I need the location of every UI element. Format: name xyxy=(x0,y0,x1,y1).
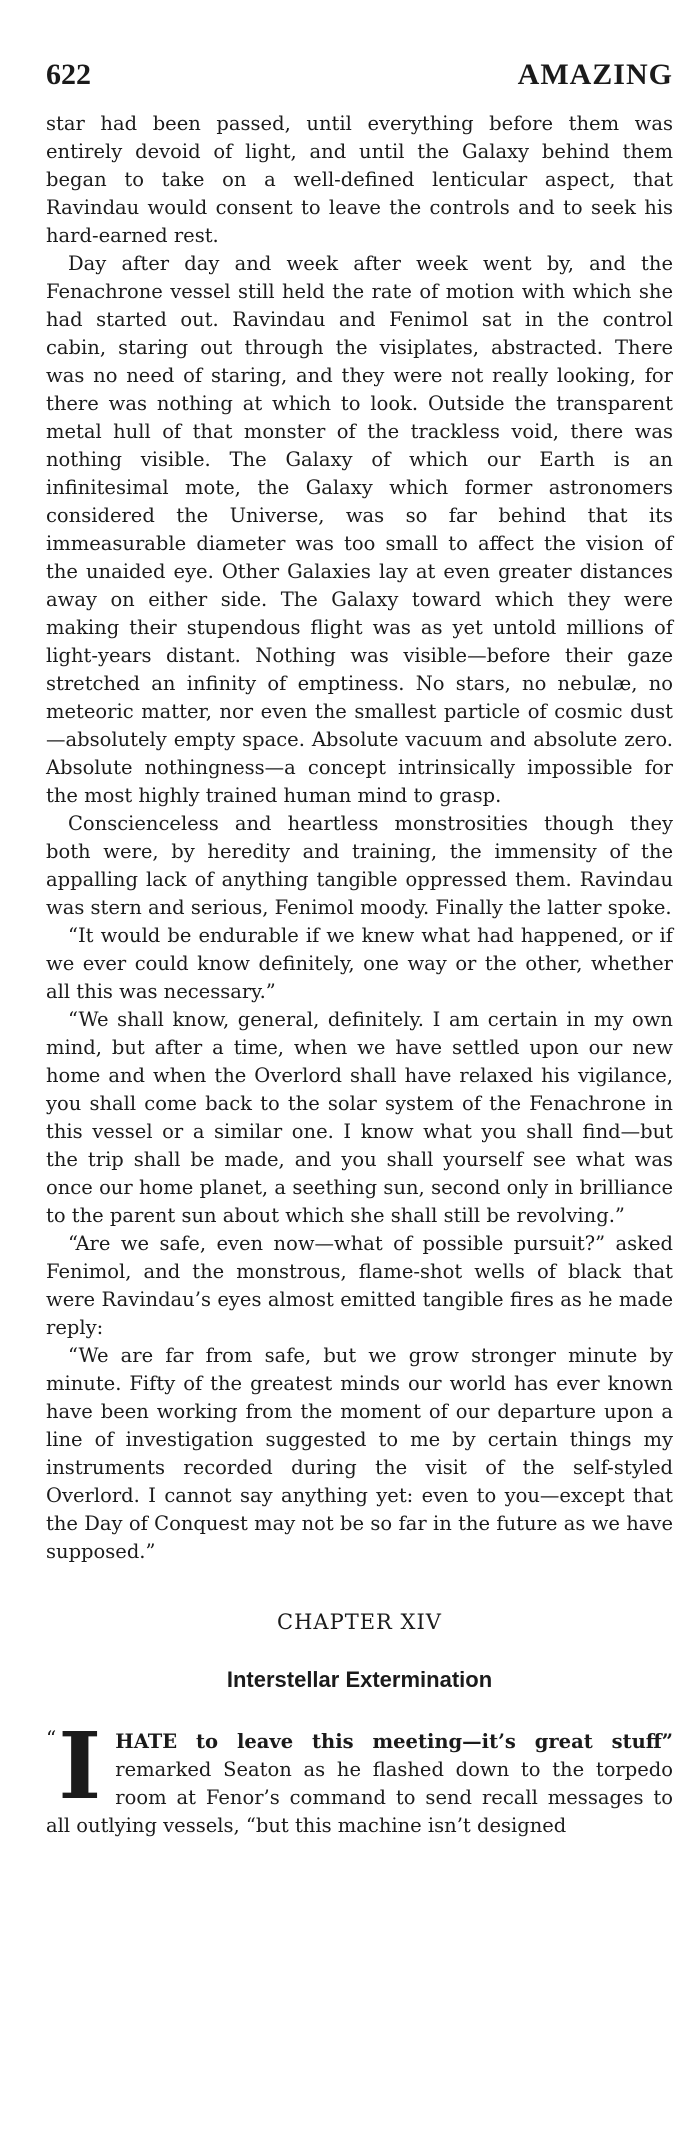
chapter-title: CHAPTER XIV xyxy=(277,1610,442,1634)
magazine-title: AMAZING xyxy=(517,58,673,91)
paragraph: “Are we safe, even now—what of possible pursuit?” asked Fenimol, and the monstrous, flame-shot wells of black that were Ravindau’s eyes almost emitted tangible fires as he made reply: xyxy=(46,1232,673,1339)
lead-in-text: HATE to leave this meeting—it’s great stuff” xyxy=(115,1730,673,1753)
paragraph-text: remarked Seaton as he flashed down to the torpedo room at Fenor’s command to send recall messages to all outlying vessels, “but this machine isn’t designed xyxy=(46,1758,673,1837)
paragraph-continuation: star had been passed, until everything before them was entirely devoid of light, and until the Galaxy behind them began to take on a well-defined lenticular aspect, that Ravindau would consent to leave the controls and to seek his hard-earned rest. xyxy=(46,112,673,247)
paragraph: “We are far from safe, but we grow stronger minute by minute. Fifty of the greatest minds our world has ever known have been working from the moment of our departure upon a line of investigation suggested to me by certain things my instruments recorded during the visit of the self-styled Overlord. I cannot say anything yet: even to you—except that the Day of Conquest may not be so far in the future as we have supposed.” xyxy=(46,1344,673,1563)
page-header xyxy=(46,60,673,90)
drop-cap-group xyxy=(46,1712,102,1820)
article-body xyxy=(46,110,673,1840)
paragraph: Conscienceless and heartless monstrosities though they both were, by heredity and training, the immensity of the appalling lack of anything tangible oppressed them. Ravindau was stern and serious, Fenimol moody. Finally the latter spoke. xyxy=(46,812,673,919)
paragraph: “We shall know, general, definitely. I am certain in my own mind, but after a time, when we have settled upon our new home and when the Overlord shall have relaxed his vigilance, you shall come back to the solar system of the Fenachrone in this vessel or a similar one. I know what you shall find—but the trip shall be made, and you shall yourself see what was once our home planet, a seething sun, second only in brilliance to the parent sun about which she shall still be revolving.” xyxy=(46,1008,673,1227)
drop-cap-letter: I xyxy=(58,1712,102,1820)
paragraph: Day after day and week after week went by, and the Fenachrone vessel still held the rate of motion with which she had started out. Ravindau and Fenimol sat in the control cabin, staring out through the visiplates, abstracted. There was no need of staring, and they were not really looking, for there was nothing at which to look. Outside the transparent metal hull of that monster of the trackless void, there was nothing visible. The Galaxy of which our Earth is an infinitesimal mote, the Galaxy which former astronomers considered the Universe, was so far behind that its immeasurable diameter was too small to affect the vision of the unaided eye. Other Galaxies lay at even greater distances away on either side. The Galaxy toward which they were making their stupendous flight was as yet untold millions of light-years distant. Nothing was visible—before their gaze stretched an infinity of emptiness. No stars, no nebulæ, no meteoric matter, nor even the smallest particle of cosmic dust—absolutely empty space. Absolute vacuum and absolute zero. Absolute nothingness—a concept intrinsically impossible for the most highly trained human mind to grasp. xyxy=(46,252,673,807)
chapter-subtitle: Interstellar Extermination xyxy=(226,1667,493,1692)
page-number: 622 xyxy=(46,58,91,91)
paragraph: “It would be endurable if we knew what had happened, or if we ever could know definitely, one way or the other, whether all this was necessary.” xyxy=(46,924,673,1003)
paragraph-drop-cap xyxy=(46,1712,673,1840)
opening-quote: “ xyxy=(46,1726,57,1750)
